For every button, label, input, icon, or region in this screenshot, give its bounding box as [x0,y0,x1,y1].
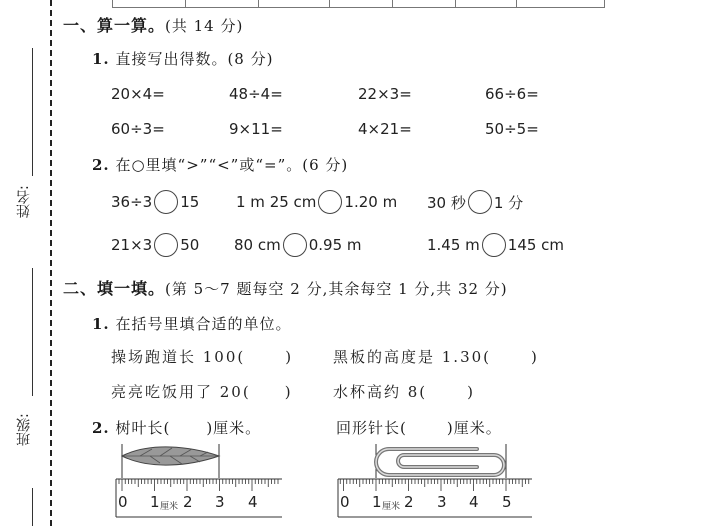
ruler-label: 2 [404,493,414,511]
name-underline [32,48,33,176]
paren-close: ) [467,383,476,401]
score-table [112,0,605,8]
paren-close: ) [285,348,294,366]
ruler-label: 3 [215,493,225,511]
unit-fill-text: 黑板的高度是 1.30( [333,348,492,366]
clip-question-suffix: )厘米。 [446,419,502,437]
unit-fill-item [333,346,539,367]
clip-question-text: 回形针长( [336,419,407,437]
compare-left: 36÷3 [111,193,153,211]
s1-q2-text: 在○里填“>”“<”或“=”。(6 分) [115,156,349,174]
ruler-unit-label: 厘米 [382,502,401,512]
calc-item: 50÷5= [485,120,539,138]
compare-item [234,233,362,257]
score-cell [517,0,600,7]
s2-q1-title [92,313,291,334]
unit-fill-item [333,381,475,402]
ruler-label: 5 [502,493,512,511]
s2-q1-text: 在括号里填合适的单位。 [115,315,292,333]
leaf-question-text: 树叶长( [115,419,171,437]
compare-item [236,190,397,214]
unit-fill-text: 水杯高约 8( [333,383,428,401]
compare-circle[interactable] [154,233,178,257]
class-label: 班级: [16,413,32,447]
compare-left: 1 m 25 cm [236,193,317,211]
compare-right: 50 [180,236,200,254]
score-cell [186,0,259,7]
ruler-label: 1 [372,493,382,511]
class-underline [32,268,33,396]
ruler-label: 3 [437,493,447,511]
score-cell [393,0,456,7]
ruler-unit-label: 厘米 [160,502,179,512]
compare-circle[interactable] [468,190,492,214]
compare-left: 1.45 m [427,236,480,254]
compare-left: 30 秒 [427,193,466,212]
s1-q2-title [92,154,348,175]
score-cell [113,0,186,7]
leaf-question-suffix: )厘米。 [206,419,262,437]
paperclip-ruler-figure [334,444,534,524]
s2-q1-number: 1. [92,315,110,333]
section-2-score-note: (第 5～7 题每空 2 分,其余每空 1 分,共 32 分) [165,280,508,298]
compare-circle[interactable] [482,233,506,257]
calc-item: 22×3= [358,85,412,103]
binding-dashed-line [50,0,52,526]
leaf-ruler-figure [110,444,285,524]
section-1-score-note: (共 14 分) [165,17,244,35]
section-2-title [63,276,508,299]
unit-fill-item [111,381,293,402]
paperclip-icon [334,444,534,524]
calc-item: 66÷6= [485,85,539,103]
paren-close: ) [284,383,293,401]
compare-circle[interactable] [283,233,307,257]
ruler-label: 1 [150,493,160,511]
ruler-label: 0 [118,493,128,511]
name-label: 姓名: [16,185,32,219]
unit-fill-text: 亮亮吃饭用了 20( [111,383,251,401]
section-1-title [63,13,243,36]
compare-right: 1.20 m [344,193,398,211]
compare-circle[interactable] [318,190,342,214]
compare-right: 15 [180,193,200,211]
s1-q1-title [92,48,273,69]
compare-item [427,233,564,257]
paren-close: ) [531,348,539,366]
compare-left: 80 cm [234,236,281,254]
compare-item [111,190,199,214]
s1-q2-number: 2. [92,156,110,174]
leaf-icon [110,444,285,524]
compare-item [427,190,523,214]
calc-item: 20×4= [111,85,165,103]
section-1-heading: 一、算一算。 [63,16,166,35]
score-cell [330,0,393,7]
clip-question [336,417,502,438]
ruler-label: 4 [248,493,258,511]
compare-right: 0.95 m [308,236,362,254]
calc-item: 4×21= [358,120,412,138]
compare-circle[interactable] [154,190,178,214]
compare-item [111,233,199,257]
s2-q2-number: 2. [92,419,110,437]
compare-right: 145 cm [507,236,565,254]
ruler-label: 2 [183,493,193,511]
ruler-label: 4 [469,493,479,511]
calc-item: 48÷4= [229,85,283,103]
s1-q1-number: 1. [92,50,110,68]
unit-fill-item [111,346,293,367]
unit-fill-text: 操场跑道长 100( [111,348,246,366]
compare-left: 21×3 [111,236,153,254]
compare-right: 1 分 [493,193,524,212]
score-cell [456,0,517,7]
score-cell [259,0,330,7]
calc-item: 9×11= [229,120,283,138]
calc-item: 60÷3= [111,120,165,138]
ruler-label: 0 [340,493,350,511]
section-2-heading: 二、填一填。 [63,279,166,298]
s2-q2-title [92,417,261,438]
s1-q1-text: 直接写出得数。(8 分) [115,50,274,68]
margin-line-segment [32,488,33,526]
